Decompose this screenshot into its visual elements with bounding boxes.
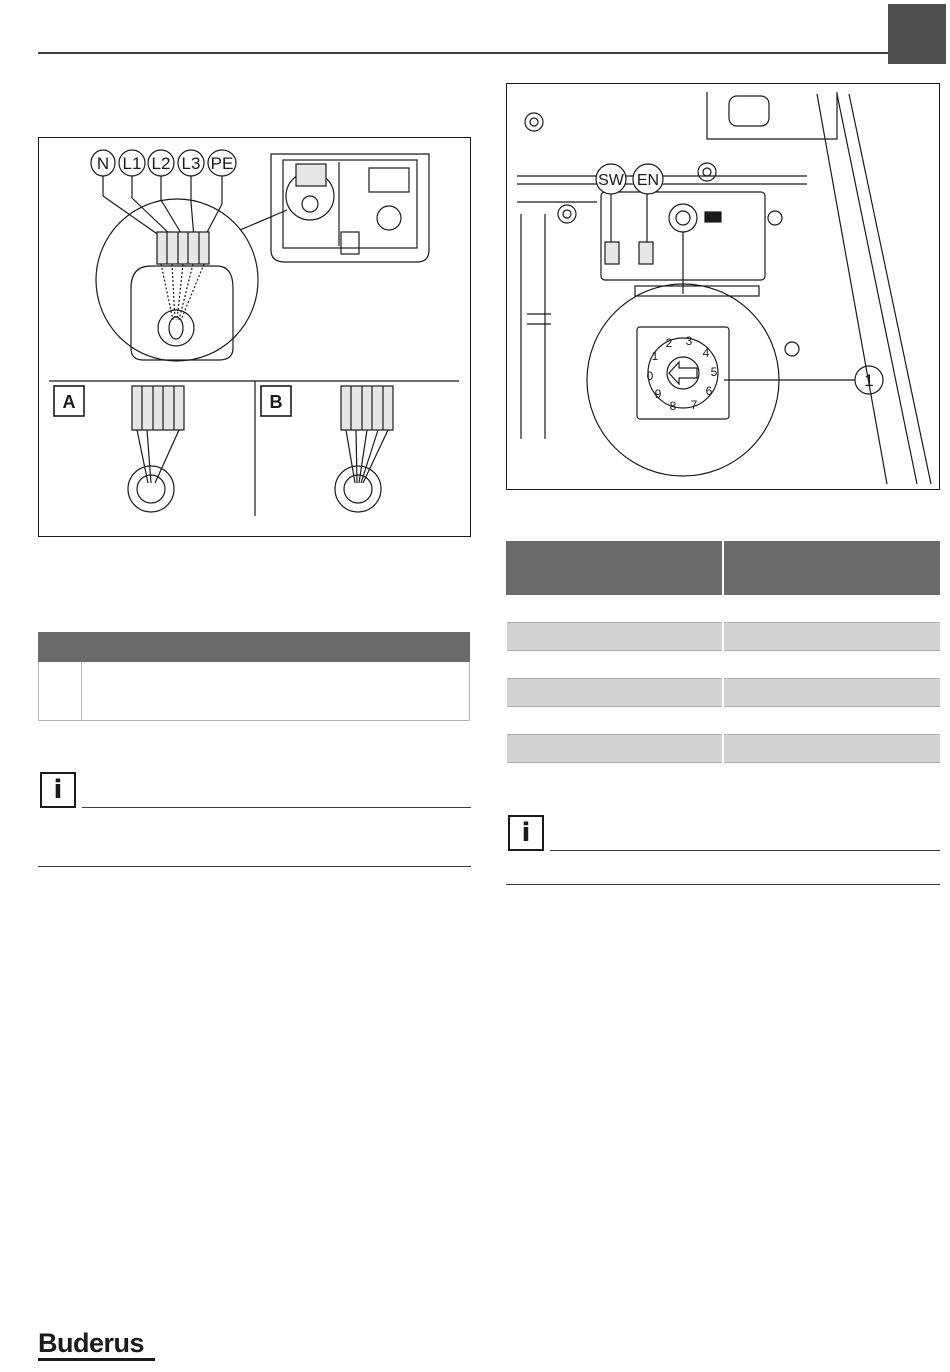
info-icon: i <box>508 815 544 851</box>
rotary-digit-2: 2 <box>665 336 673 350</box>
terminal-label-l1: L1 <box>122 154 142 173</box>
note-top-rule <box>82 807 471 808</box>
rotary-digit-3: 3 <box>685 334 693 348</box>
magnifier-circle <box>96 199 258 361</box>
rotary-digit-4: 4 <box>702 346 710 360</box>
legend-cell <box>39 662 82 721</box>
rotary-switch-drawing <box>507 84 941 491</box>
rotary-digit-6: 6 <box>705 384 713 398</box>
terminal-label-n: N <box>96 154 110 173</box>
note-top-rule <box>550 850 940 851</box>
table-row <box>507 735 940 763</box>
legend-table-header <box>39 633 470 662</box>
table-row <box>507 707 940 735</box>
rotary-digit-5: 5 <box>710 365 718 379</box>
rotary-header-cell <box>507 542 724 595</box>
legend-table <box>38 632 470 721</box>
legend-header-cell <box>82 633 470 662</box>
legend-cell <box>82 662 470 721</box>
chapter-tab-marker <box>888 4 946 64</box>
rotary-digit-9: 9 <box>654 387 662 401</box>
figure-rotary-switch <box>506 83 940 490</box>
variant-label-b: B <box>269 392 283 412</box>
switch-label-en: EN <box>636 172 660 189</box>
table-row <box>507 623 940 651</box>
figure-terminal-wiring <box>38 137 471 537</box>
callout-1: 1 <box>864 371 874 390</box>
note-bottom-rule <box>506 884 940 885</box>
terminal-label-l3: L3 <box>181 154 201 173</box>
rotary-digit-8: 8 <box>669 399 677 413</box>
table-row <box>507 595 940 623</box>
header-rule <box>38 52 888 54</box>
note-bottom-rule <box>38 866 471 867</box>
rotary-header-cell <box>723 542 940 595</box>
terminal-wiring-drawing <box>39 138 472 538</box>
brand-logo: Buderus <box>38 1328 145 1358</box>
table-row <box>507 679 940 707</box>
rotary-digit-7: 7 <box>690 398 698 412</box>
terminal-label-pe: PE <box>210 154 234 173</box>
rotary-digit-0: 0 <box>646 369 654 383</box>
legend-header-cell <box>39 633 82 662</box>
rotary-table-header <box>507 542 940 595</box>
variant-label-a: A <box>62 392 76 412</box>
brand-underline <box>38 1358 155 1361</box>
table-row <box>507 651 940 679</box>
terminal-label-l2: L2 <box>151 154 171 173</box>
switch-label-sw: SW <box>598 172 624 189</box>
table-row <box>39 662 470 721</box>
info-icon: i <box>40 772 76 808</box>
rotary-digit-1: 1 <box>651 349 659 363</box>
rotary-setting-table <box>506 541 940 763</box>
